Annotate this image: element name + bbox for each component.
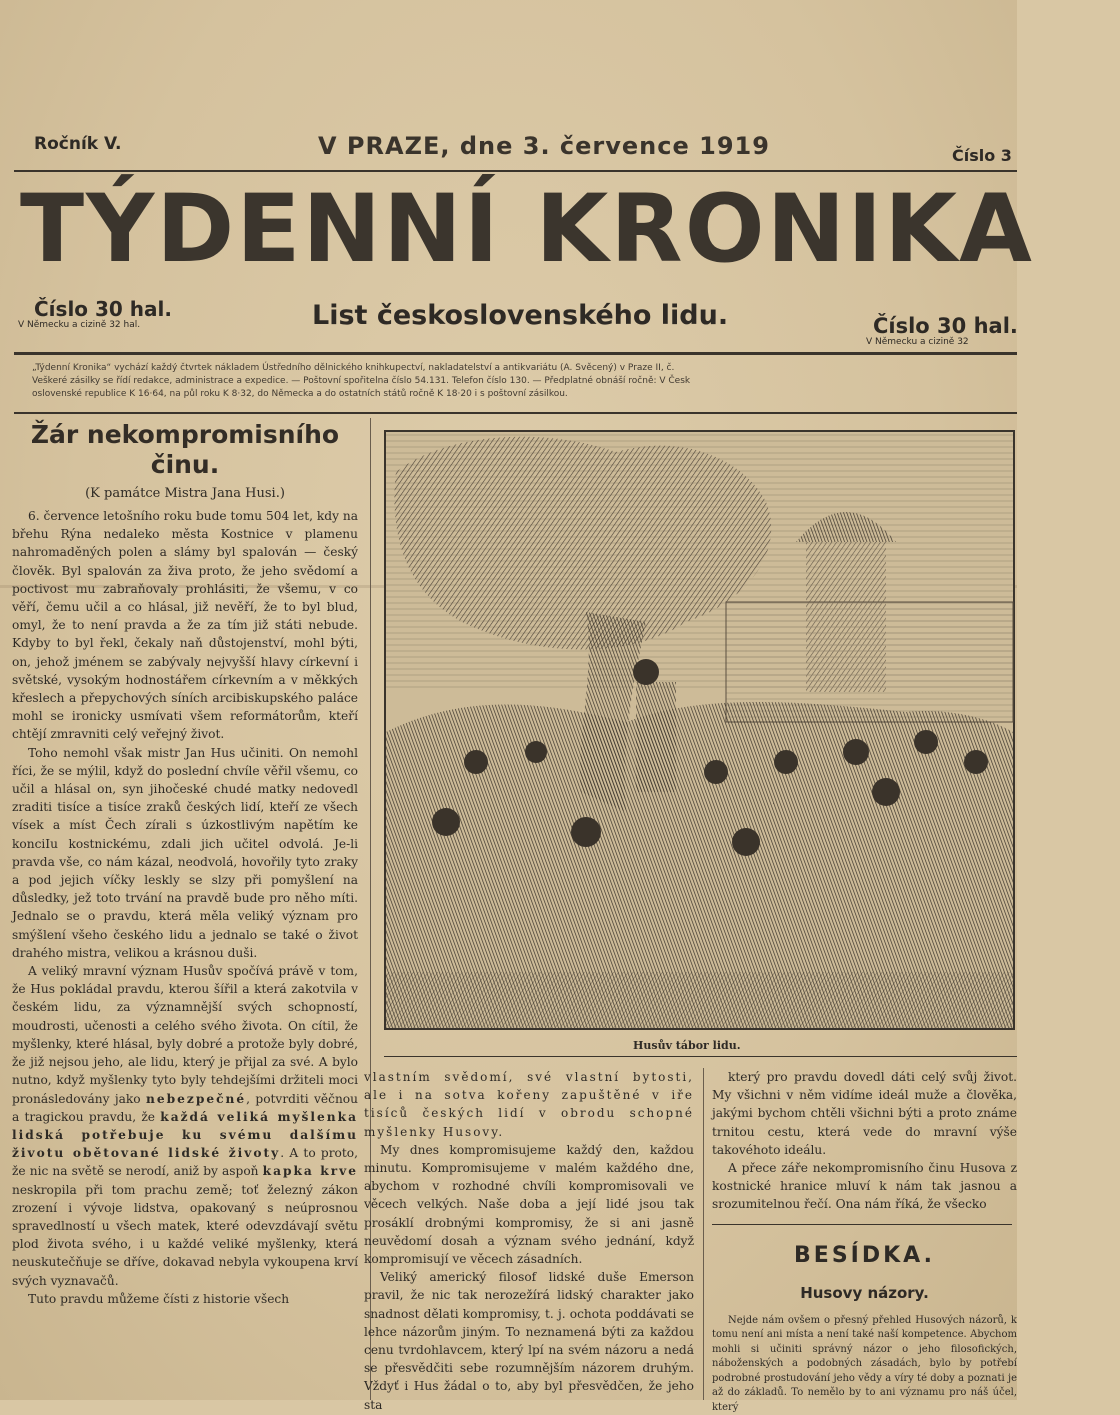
spaced-emphasis: kapka krve (262, 1164, 359, 1179)
article-paragraph: Toho nemohl však mistr Jan Hus učiniti. On nemohl říci, že se mýlil, když do poslední chvíle věřil všemu, co učil a hlásal on, syn jihočeské chudé matky nedovedl zraditi tisíce a tisíce zraků českých lidí, kteří ze všech vísek a míst Čech zírali s úzkostlivým napětím ke konciIu kostnickému, zdali jich učitel odvolá. Je-li pravda vše, co nám kázal, neodvolá, hovořily tyto zraky a pod jejich víčky leskly se slzy při pomyšlení na důsledky, jež toto trvání na pravdě bude pro něho míti. Jednalo se o pravdu, která měla veliký význam pro smýšlení všeho českého lidu a jednalo se také o život drahého mistra, velikou a krásnou duši. (12, 745, 358, 960)
preacher-figure (636, 682, 676, 792)
text-run: A veliký mravní význam Husův spočívá právě v tom, že Hus pokládal pravdu, kterou šířil a která zakotvila v českém lidu, za významnější svých schopností, moudrosti, učenosti a celého svého života. On cítil, že myšlenky, které hlásal, byly dobré a protože byly dobré, že již nejsou jeho, ale lidu, který je přijal za své. A bylo nutno, když myšlenky tyto byly tehdejšími držiteli moci pronásledovány jako (12, 964, 358, 1106)
masthead-topline (0, 132, 1017, 166)
section-body (712, 1314, 1017, 1415)
article-paragraph: 6. července letošního roku bude tomu 504 let, kdy na břehu Rýna nedaleko města Kostnice v plamenu nahromaděných polen a slámy byl spalován — český člověk. Byl spalován za živa proto, že jeho svědomí a poctivost mu zabraňovaly prohlásiti, že všemu, v co věří, čemu učil a co hlásal, již nevěří, že to byl blud, omyl, že to není pravda a že za tím již státi nebude. Kdyby to byl řekl, čekaly naň důstojenství, mohl býti, on, jehož jménem se zabývaly nejvyšší hlavy církevní i světské, vysokým hodnostářem církevním a v měkkých křeslech a přepychových síních arcibiskupského paláce mohl se ironicky usmívati všem reformátorům, kteří chtějí zmravniti celý veřejný život. (12, 509, 358, 742)
article-headline (12, 420, 358, 480)
section-heading: BESÍDKA. (794, 1242, 935, 1268)
article-continuation (364, 1068, 694, 1412)
spaced-emphasis: každá veliká myšlenka lidská potřebuje ku svému dalšímu životu obětované lidské životy (12, 1109, 359, 1161)
article-paragraph: My dnes kompromisujeme každý den, každou minutu. Kompromisujeme v malém každého dne, abychom v rozhodné chvíli kompromisovali ve věcech velkých. Naše doba a její lidé jsou tak prosáklí drobnými kompromisy, že si ani jasně neuvědomí dosah a význam svého jednání, když kompromisují ve věcech zásadních. (364, 1142, 694, 1267)
imprint-line: Veškeré zásilky se řídí redakce, administrace a expedice. — Poštovní spořitelna číslo 54.131. Telefon číslo 130. — Předplatné obnáší ročně: V Česk (32, 376, 691, 386)
caption-rule (384, 1056, 1017, 1057)
price-right-note: V Německu a cizině 32 (866, 337, 969, 347)
price-right: Číslo 30 hal. (873, 314, 1018, 338)
ground (386, 972, 1013, 1028)
article-paragraph: Veliký americký filosof lidské duše Emerson pravil, že nic tak nerozežírá lidský charakter jako snadnost dělati kompromisy, t. j. ochota poddávati se lehce názorům jiným. To neznamená býti za každou cenu tvrdohlavcem, který lpí na svém názoru a nedá se přesvědčiti sebe rozumnějším názorem druhým. Vždyť i Hus žádal o to, aby byl přesvědčen, že jeho sta (364, 1270, 694, 1412)
newspaper-title: TÝDENNÍ KRONIKA (20, 175, 1034, 284)
headline-line: Žár nekompromisního (30, 420, 340, 449)
imprint-line: „Týdenní Kronika“ vychází každý čtvrtek nákladem Ústředního dělnického knihkupectví, nakladatelství a antikvariátu (A. Svěcený) v Praze II, č. (32, 363, 675, 373)
engraving-image (386, 432, 1013, 1028)
section-article-title: Husovy názory. (800, 1283, 929, 1302)
article-paragraph: který pro pravdu dovedl dáti celý svůj život. My všichni v něm vidíme ideál muže a člověka, jakými bychom chtěli všichni býti a proto známe trnitou cestu, která vede do mravní výše takovéhoto ideálu. (712, 1070, 1017, 1157)
article-paragraph (12, 962, 358, 1290)
column-divider (703, 1068, 704, 1400)
price-left: Číslo 30 hal. (34, 297, 172, 321)
imprint-block (32, 362, 1017, 410)
right-column (712, 1068, 1017, 1413)
imprint-rule (14, 412, 1017, 414)
article-dedication: (K památce Mistra Jana Husi.) (85, 486, 285, 501)
price-left-note: V Německu a cizině 32 hal. (18, 320, 141, 330)
section-rule (712, 1224, 1012, 1225)
text-run: . A to proto, že nic na světě se nerodí, aniž by aspoň (12, 1146, 358, 1179)
text-run: , potvrditi věčnou a tragickou pravdu, že (12, 1091, 358, 1124)
imprint-line: oslovenské republice K 16·64, na půl roku K 8·32, do Německa a do ostatních států ročně K 18·20 i s poštovní zásilkou. (32, 389, 568, 399)
masthead-rule-top (14, 170, 1017, 172)
article-paragraph: A přece záře nekompromisního činu Husova z kostnické hranice mluví k nám tak jasnou a srozumitelnou řečí. Ona nám říká, že všecko (712, 1161, 1017, 1212)
newspaper-subtitle: List československého lidu. (312, 300, 729, 331)
dateline: V PRAZE, dne 3. července 1919 (318, 132, 770, 160)
issue-number: Číslo 3 (952, 146, 1012, 165)
headline-line: činu. (150, 450, 220, 479)
text-run: neskropila při tom prachu země; toť železný zákon zrození i vývoje lidstva, opakovaný s neúprosnou spravedlností u všech matek, které odevzdávají světu plod života svého, i u každé veliké myšlenky, která neuskutečňuje se dříve, dokavad nebyla vykoupena krví svých vyznavačů. (12, 1182, 358, 1288)
illustration-hus-camp (384, 430, 1015, 1030)
article-paragraph: Tuto pravdu můžeme čísti z historie všech (28, 1291, 290, 1306)
article-paragraph: vlastním svědomí, své vlastní bytosti, ale i na sotva kořeny zapuštěné v iře tisíců českých lidí v obrodu schopné myšlenky Husovy. (364, 1070, 694, 1139)
lead-article (12, 420, 358, 1400)
masthead-rule-bottom (14, 352, 1017, 355)
illustration-caption: Husův tábor lidu. (633, 1039, 741, 1052)
spaced-emphasis: nebezpečné (146, 1091, 247, 1106)
volume-label: Ročník V. (34, 134, 122, 154)
article-paragraph: Nejde nám ovšem o přesný přehled Husových názorů, k tomu není ani místa a není také naší kompetence. Abychom mohli si učiniti správný názor o jeho filosofických, náboženských a podobných zásadách, bylo by potřebí podrobné prostudování jeho vědy a víry té doby a poznati je až do základů. To nemělo by to ani významu pro náš účel, který (712, 1314, 1017, 1413)
